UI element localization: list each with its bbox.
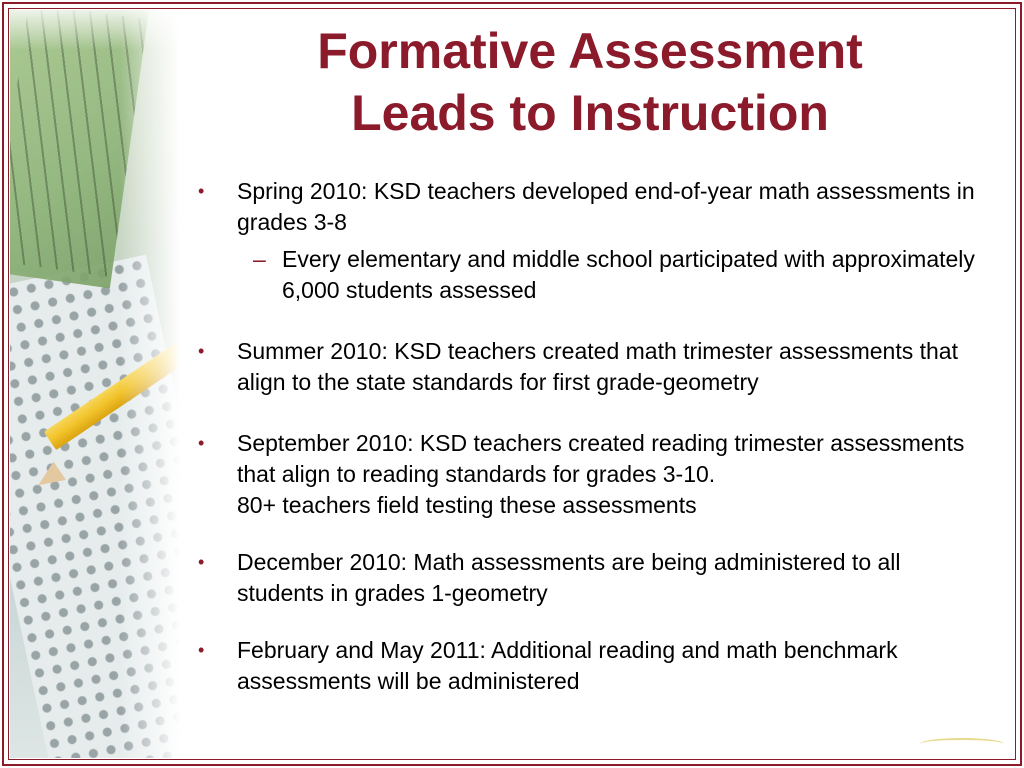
sub-bullet-text: Every elementary and middle school participated with approximately 6,000 students assessed (282, 246, 975, 303)
bullet-marker: • (198, 433, 205, 453)
sub-bullet-item (190, 244, 990, 306)
bullet-marker: • (198, 640, 205, 660)
bullet-text: February and May 2011: Additional reading and math benchmark assessments will be administered (237, 637, 898, 694)
bullet-marker: • (198, 181, 205, 201)
title-line-1: Formative Assessment (317, 23, 863, 79)
spacer (190, 398, 990, 428)
spacer (190, 609, 990, 635)
bullet-text: December 2010: Math assessments are being administered to all students in grades 1-geometry (237, 549, 901, 606)
bullet-text: Spring 2010: KSD teachers developed end-of-year math assessments in grades 3-8 (237, 178, 975, 235)
bullet-item (190, 635, 990, 697)
bullet-item (190, 428, 990, 521)
decorative-swoosh (920, 738, 1004, 750)
bullet-item (190, 336, 990, 398)
bullet-list (190, 176, 990, 697)
sub-bullet-marker: – (253, 246, 266, 272)
bullet-item (190, 176, 990, 238)
bullet-text: Summer 2010: KSD teachers created math trimester assessments that align to the state standards for first grade-geometry (237, 338, 958, 395)
answer-sheet-pencil-image (10, 10, 180, 758)
bullet-text-continued: 80+ teachers field testing these assessments (237, 492, 697, 518)
bullet-item (190, 547, 990, 609)
bullet-text: September 2010: KSD teachers created reading trimester assessments that align to reading standards for grades 3-10. (237, 430, 965, 487)
spacer (190, 306, 990, 336)
bullet-marker: • (198, 341, 205, 361)
title-line-2: Leads to Instruction (351, 85, 829, 141)
spacer (190, 521, 990, 547)
bullet-marker: • (198, 552, 205, 572)
slide-title (180, 20, 1000, 144)
image-right-fade (120, 10, 180, 758)
